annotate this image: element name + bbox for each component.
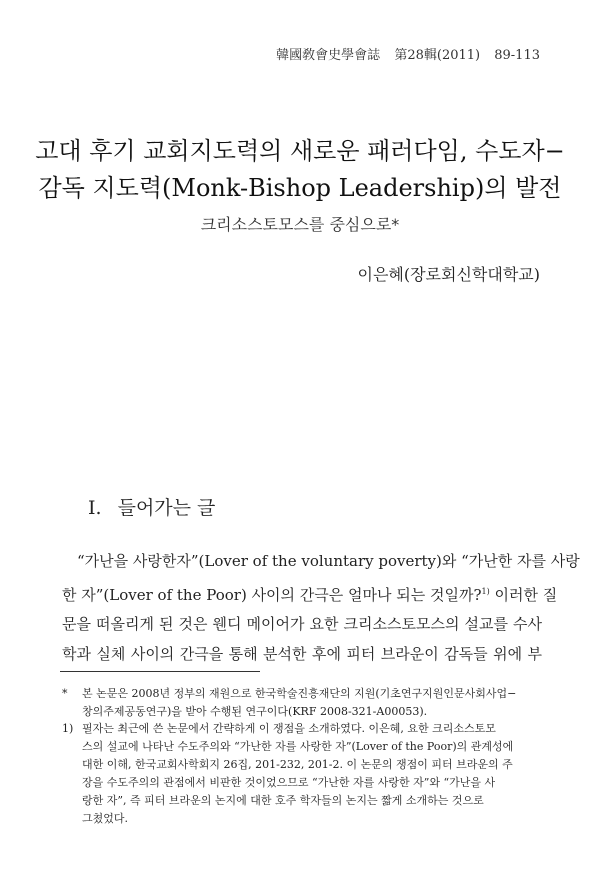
footnote-line: 필자는 최근에 쓴 논문에서 간략하게 이 쟁점을 소개하였다. 이은혜, 요한 크리소스토모 — [82, 722, 496, 735]
footnote-line: 랑한 자”, 즉 피터 브라운의 논지에 대한 호주 학자들의 논지는 짧게 소개하는 것으로 — [82, 794, 484, 807]
body-line-text: 한 자”(Lover of the Poor) 사이의 간극은 얼마나 되는 것일까? — [62, 585, 482, 604]
footnote-1 — [62, 720, 540, 828]
footnote-star — [62, 685, 540, 721]
journal-name: 韓國敎會史學會誌 — [276, 48, 381, 63]
subtitle: 크리소스토모스를 중심으로* — [200, 215, 400, 234]
body-text — [62, 547, 580, 669]
footnote-ref: 1) — [481, 586, 490, 596]
footnote-line: 본 논문은 2008년 정부의 재원으로 한국학술진흥재단의 지원(기초연구지원인문사회사업− — [82, 687, 517, 700]
footnote-line: 스의 설교에 나타난 수도주의와 “가난한 자를 사랑한 자”(Lover of the Poor)의 관계성에 — [82, 740, 514, 753]
footnote-mark: 1) — [62, 722, 74, 735]
footnote-line: 장을 수도주의의 관점에서 비판한 것이었으므로 “가난한 자를 사랑한 자”와 “가난을 사 — [82, 776, 496, 789]
footnote-line: 대한 이해, 한국교회사학회지 26집, 201-232, 201-2. 이 논문의 쟁점이 피터 브라운의 주 — [82, 758, 513, 771]
footnote-line: 창의주제공동연구)을 받아 수행된 연구이다(KRF 2008-321-A00053). — [82, 705, 428, 718]
section-title: 들어가는 글 — [117, 497, 216, 519]
journal-volume: 第28輯(2011) — [394, 48, 481, 63]
body-line: 학과 실체 사이의 간극을 통해 분석한 후에 피터 브라운이 감독들 위에 부 — [62, 644, 542, 663]
body-line-tail: 이러한 질 — [489, 585, 558, 604]
footnote-line: 그쳤었다. — [82, 812, 129, 825]
running-header — [276, 44, 540, 63]
title-line-1: 고대 후기 교회지도력의 새로운 패러다임, 수도자− — [35, 137, 565, 165]
footnote-divider — [60, 671, 260, 672]
author-affiliation: 이은혜(장로회신학대학교) — [357, 265, 540, 284]
body-line: “가난을 사랑한자”(Lover of the voluntary poverty)와 “가난한 자를 사랑 — [77, 552, 580, 570]
title-line-2: 감독 지도력(Monk-Bishop Leadership)의 발전 — [38, 174, 562, 202]
body-line — [62, 577, 558, 611]
footnote-mark: * — [62, 687, 68, 700]
page-range: 89-113 — [494, 48, 540, 63]
body-line: 문을 떠올리게 된 것은 웬디 메이어가 요한 크리소스토모스의 설교를 수사 — [62, 615, 542, 633]
section-heading — [88, 493, 215, 520]
section-number: Ⅰ. — [88, 497, 102, 519]
